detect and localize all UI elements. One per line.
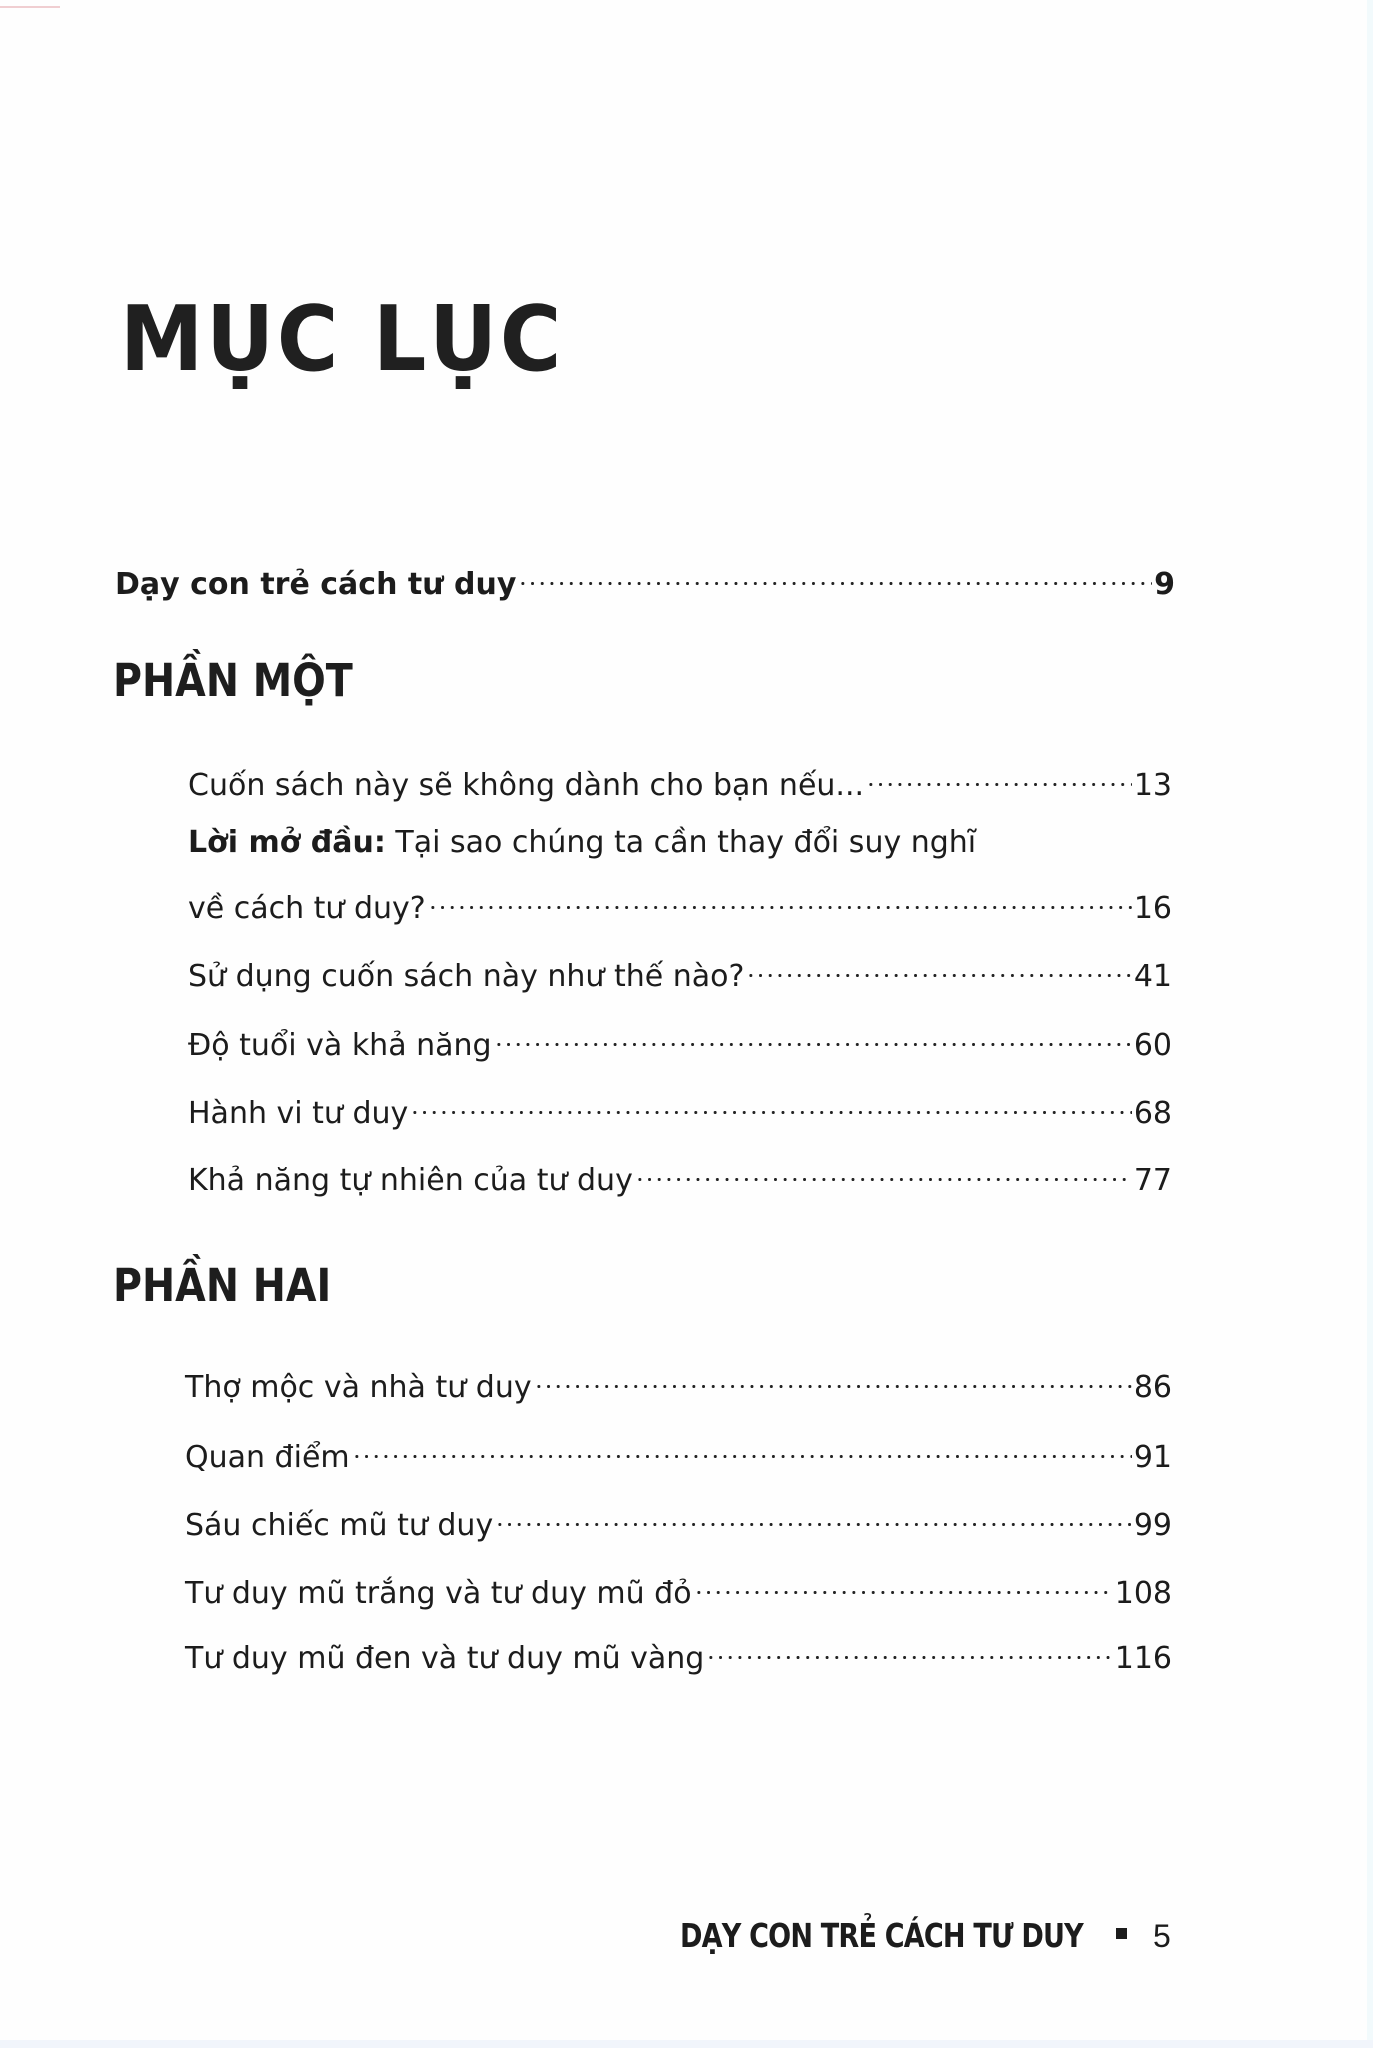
toc-entry-page: 108 (1114, 1576, 1172, 1611)
toc-entry[interactable] (188, 1083, 1172, 1131)
toc-entry-page: 91 (1133, 1440, 1172, 1475)
dot-leader (494, 1015, 1132, 1055)
page-edge-bottom (0, 2040, 1373, 2048)
toc-entry-page: 86 (1133, 1370, 1172, 1405)
dot-leader (694, 1563, 1113, 1603)
toc-entry-label: Cuốn sách này sẽ không dành cho bạn nếu... (188, 768, 865, 803)
page-footer (680, 1916, 1171, 1956)
dot-leader (866, 755, 1132, 795)
toc-entry-label: Tư duy mũ trắng và tư duy mũ đỏ (185, 1576, 692, 1611)
part-heading: PHẦN HAI (113, 1259, 332, 1312)
dot-leader (352, 1427, 1132, 1467)
dot-leader (746, 946, 1131, 986)
preface-label: Lời mở đầu: (188, 825, 386, 860)
toc-entry[interactable] (185, 1495, 1172, 1543)
dot-leader (635, 1150, 1132, 1190)
toc-entry[interactable] (185, 1427, 1172, 1475)
page-title: MỤC LỤC (120, 287, 565, 392)
toc-entry[interactable] (185, 1357, 1172, 1405)
scan-edge-mark (0, 6, 60, 8)
toc-entry-label (188, 823, 976, 863)
part-heading: PHẦN MỘT (113, 654, 353, 707)
dot-leader (534, 1357, 1132, 1397)
toc-entry[interactable] (188, 1150, 1172, 1198)
toc-entry-page: 13 (1133, 768, 1172, 803)
dot-leader (428, 878, 1132, 918)
page-edge-right (1367, 0, 1373, 2048)
toc-entry-label: Sáu chiếc mũ tư duy (185, 1508, 494, 1543)
preface-title: Tại sao chúng ta cần thay đổi suy nghĩ (385, 825, 977, 860)
running-title: DẠY CON TRẺ CÁCH TƯ DUY (680, 1916, 1083, 1955)
toc-entry-page: 60 (1133, 1028, 1172, 1063)
page-number: 5 (1153, 1918, 1171, 1954)
toc-entry[interactable] (188, 878, 1172, 926)
toc-entry[interactable] (115, 554, 1175, 602)
toc-entry[interactable] (188, 946, 1172, 994)
toc-entry-page: 99 (1133, 1508, 1172, 1543)
toc-entry[interactable] (188, 755, 1172, 803)
toc-entry-label: Khả năng tự nhiên của tư duy (188, 1163, 633, 1198)
toc-entry-label: Dạy con trẻ cách tư duy (115, 567, 517, 602)
toc-entry[interactable] (185, 1628, 1172, 1676)
toc-entry-label: Sử dụng cuốn sách này như thế nào? (188, 959, 745, 994)
toc-entry-page: 116 (1114, 1641, 1172, 1676)
dot-leader (410, 1083, 1132, 1123)
dot-leader (495, 1495, 1132, 1535)
toc-entry-label: Hành vi tư duy (188, 1096, 409, 1131)
toc-entry-page: 41 (1133, 959, 1172, 994)
toc-entry-page: 16 (1133, 891, 1172, 926)
toc-entry-label: Thợ mộc và nhà tư duy (185, 1370, 532, 1405)
toc-entry-label: Tư duy mũ đen và tư duy mũ vàng (185, 1641, 705, 1676)
toc-entry-first-line[interactable] (188, 823, 1172, 863)
toc-entry-label: Quan điểm (185, 1440, 350, 1475)
toc-entry-label: Độ tuổi và khả năng (188, 1028, 492, 1063)
square-bullet-icon (1116, 1928, 1127, 1939)
dot-leader (706, 1628, 1112, 1668)
toc-entry[interactable] (185, 1563, 1172, 1611)
toc-entry-page: 9 (1154, 567, 1175, 602)
toc-entry[interactable] (188, 1015, 1172, 1063)
toc-entry-page: 77 (1133, 1163, 1172, 1198)
toc-entry-label: về cách tư duy? (188, 891, 426, 926)
dot-leader (518, 554, 1152, 594)
toc-entry-page: 68 (1133, 1096, 1172, 1131)
